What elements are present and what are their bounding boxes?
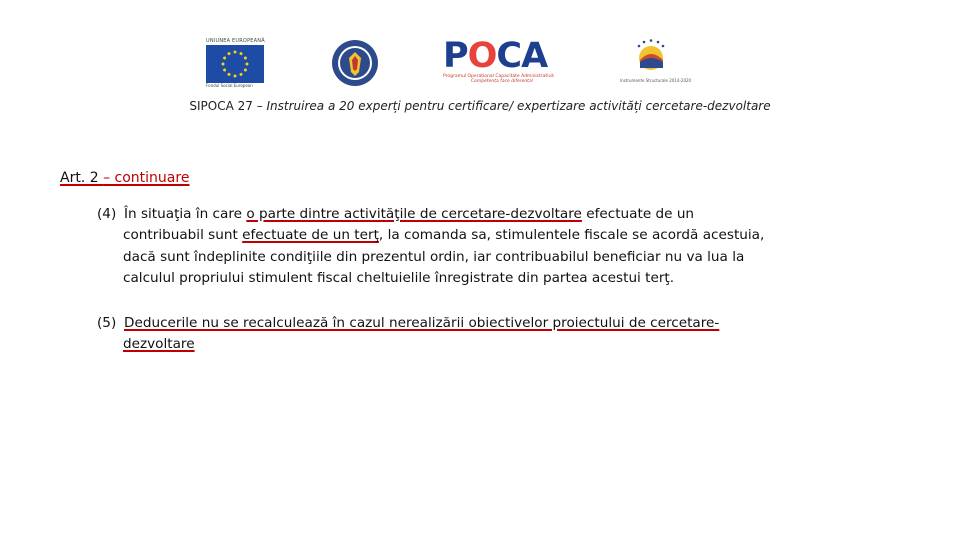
poca-logo [443, 38, 565, 88]
eu-star-icon [240, 73, 243, 76]
paragraph-4-underlined-third-party: efectuate de un terţ [242, 227, 379, 244]
poca-slogan: Competența face diferența! [471, 79, 534, 84]
eu-logo-bottom-text: Fondul Social European [206, 83, 253, 88]
eu-star-icon [228, 52, 231, 55]
eu-star-icon [228, 73, 231, 76]
eu-star-icon [223, 57, 226, 60]
paragraph-4-line-1 [97, 204, 915, 225]
paragraph-4-underlined-activities: o parte dintre activităţile de cercetare-dezvoltare [246, 206, 582, 222]
page-header [0, 99, 960, 113]
paragraph-4-text: efectuate de un [581, 206, 695, 222]
poca-logo-text: POCA [443, 36, 548, 76]
paragraph-5-underlined-text: Deducerile nu se recalculează în cazul nerealizării obiectivelor proiectului de cercetare- [124, 315, 720, 331]
paragraph-5 [97, 313, 915, 356]
header-title: Instruirea a 20 experți pentru certificare/ expertizare activități cercetare-dezvoltare [266, 99, 771, 113]
structural-instruments-logo-icon [620, 38, 692, 90]
institution-text: Instrumente Structurale 2014-2020 [620, 78, 692, 83]
paragraph-4-text: , la comanda sa, stimulentele fiscale se acordă acestuia, [378, 227, 765, 244]
eu-logo [206, 38, 266, 90]
paragraph-4-line-2 [97, 225, 915, 246]
paragraph-4 [97, 204, 915, 290]
paragraph-5-line-2 [97, 334, 915, 355]
eu-star-icon [234, 75, 237, 78]
paragraph-4-number: (4) [97, 206, 117, 222]
logo-bar [0, 38, 960, 90]
article-title-continuation: – continuare [103, 170, 190, 186]
eu-star-icon [246, 63, 249, 66]
article-title-main: Art. 2 [60, 170, 104, 186]
header-prefix: SIPOCA 27 – [189, 99, 267, 113]
paragraph-4-line-4: calculul propriului stimulent fiscal cheltuielile înregistrate din partea acestui terţ. [123, 270, 675, 287]
paragraph-5-number: (5) [97, 315, 117, 331]
eu-logo-top-text: UNIUNEA EUROPEANĂ [206, 38, 265, 44]
paragraph-4-text: În situaţia în care [124, 206, 247, 222]
paragraph-4-text: contribuabil sunt [123, 227, 243, 244]
paragraph-5-underlined-text-end: dezvoltare [123, 336, 195, 353]
paragraph-4-line-3: dacă sunt îndeplinite condiţiile din prezentul ordin, iar contribuabilul beneficiar nu va lua la [123, 248, 745, 265]
article-title [60, 170, 189, 186]
paragraph-5-line-1 [97, 313, 915, 334]
eu-star-icon [234, 51, 237, 54]
poca-subtitle: Programul Operațional Capacitate Administrativă [443, 74, 554, 79]
eu-star-icon [222, 63, 225, 66]
eu-star-icon [244, 57, 247, 60]
eu-star-icon [244, 69, 247, 72]
eu-star-icon [223, 69, 226, 72]
eu-star-icon [240, 52, 243, 55]
romanian-government-seal-icon [330, 38, 380, 88]
eu-flag-icon [206, 45, 264, 83]
